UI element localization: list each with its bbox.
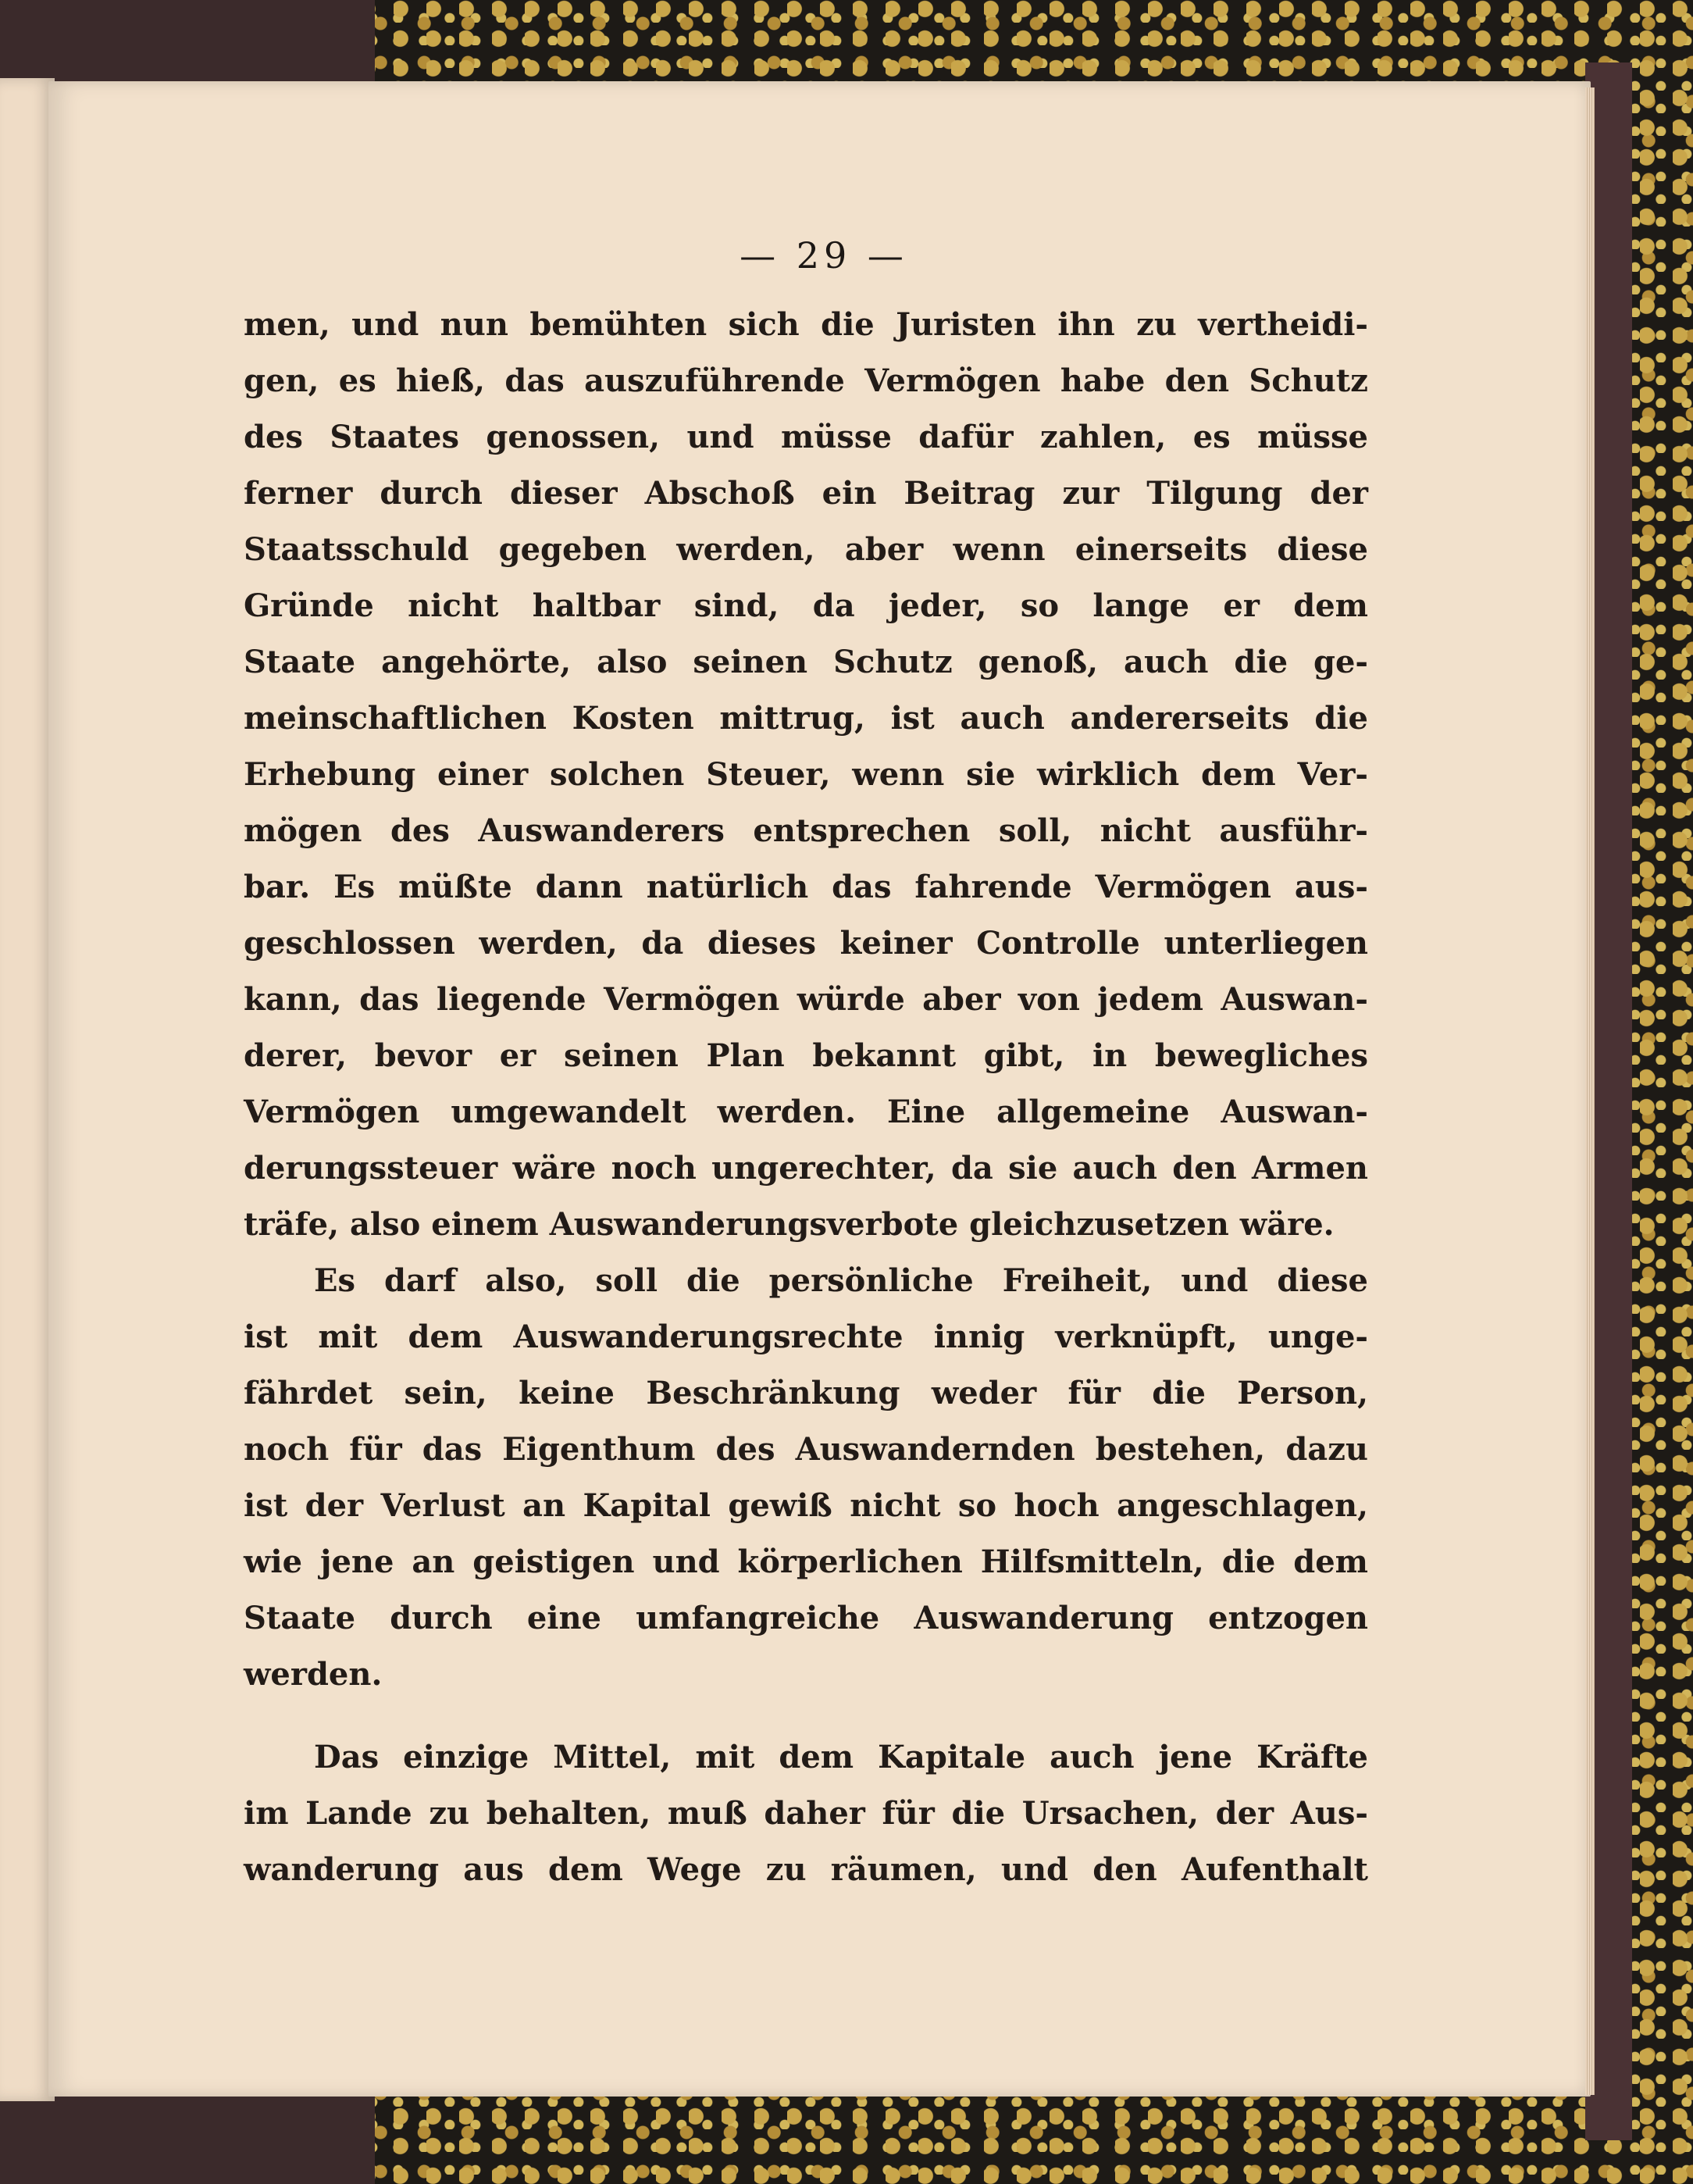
paragraph-gap [244, 1703, 1368, 1729]
text-line: meinschaftlichen Kosten mittrug, ist auch andererseits die [244, 700, 1368, 737]
text-line: mögen des Auswanderers entsprechen soll, nicht ausführ- [244, 812, 1368, 849]
text-line: derungssteuer wäre noch ungerechter, da sie auch den Armen [244, 1150, 1368, 1187]
text-line: Erhebung einer solchen Steuer, wenn sie wirklich dem Ver- [244, 756, 1368, 793]
text-line: Staatsschuld gegeben werden, aber wenn einerseits diese [244, 531, 1368, 568]
text-line: derer, bevor er seinen Plan bekannt gibt, in bewegliches [244, 1037, 1368, 1074]
text-line: Staate durch eine umfangreiche Auswanderung entzogen [244, 1600, 1368, 1636]
text-line: Staate angehörte, also seinen Schutz genoß, auch die ge- [244, 644, 1368, 680]
text-line: geschlossen werden, da dieses keiner Controlle unterliegen [244, 925, 1368, 962]
text-line: wanderung aus dem Wege zu räumen, und den Aufenthalt [244, 1851, 1368, 1888]
text-line: Vermögen umgewandelt werden. Eine allgemeine Auswan- [244, 1094, 1368, 1130]
page-block-edges [1585, 87, 1595, 2095]
text-line: gen, es hieß, das auszuführende Vermögen habe den Schutz [244, 362, 1368, 399]
text-line: wie jene an geistigen und körperlichen Hilfsmitteln, die dem [244, 1543, 1368, 1580]
body-text [244, 297, 1368, 1898]
text-line: des Staates genossen, und müsse dafür zahlen, es müsse [244, 419, 1368, 455]
facing-page-edge [0, 78, 55, 2101]
text-line: im Lande zu behalten, muß daher für die Ursachen, der Aus- [244, 1795, 1368, 1832]
text-line: fährdet sein, keine Beschränkung weder für die Person, [244, 1375, 1368, 1411]
page-number: — 29 — [740, 234, 908, 277]
text-line: ist mit dem Auswanderungsrechte innig verknüpft, unge- [244, 1319, 1368, 1355]
text-line: Das einzige Mittel, mit dem Kapitale auch jene Kräfte [314, 1739, 1368, 1775]
text-line: ist der Verlust an Kapital gewiß nicht so hoch angeschlagen, [244, 1487, 1368, 1524]
text-line: ferner durch dieser Abschoß ein Beitrag zur Tilgung der [244, 475, 1368, 512]
text-line: kann, das liegende Vermögen würde aber von jedem Auswan- [244, 981, 1368, 1018]
text-line: Es darf also, soll die persönliche Freiheit, und diese [314, 1262, 1368, 1299]
text-line: noch für das Eigenthum des Auswandernden bestehen, dazu [244, 1431, 1368, 1468]
text-line: träfe, also einem Auswanderungsverbote gleichzusetzen wäre. [244, 1206, 1335, 1243]
text-line: Gründe nicht haltbar sind, da jeder, so lange er dem [244, 587, 1368, 624]
text-line: men, und nun bemühten sich die Juristen ihn zu vertheidi- [244, 306, 1368, 343]
text-line: werden. [244, 1656, 383, 1693]
text-line: bar. Es müßte dann natürlich das fahrende Vermögen aus- [244, 869, 1368, 905]
